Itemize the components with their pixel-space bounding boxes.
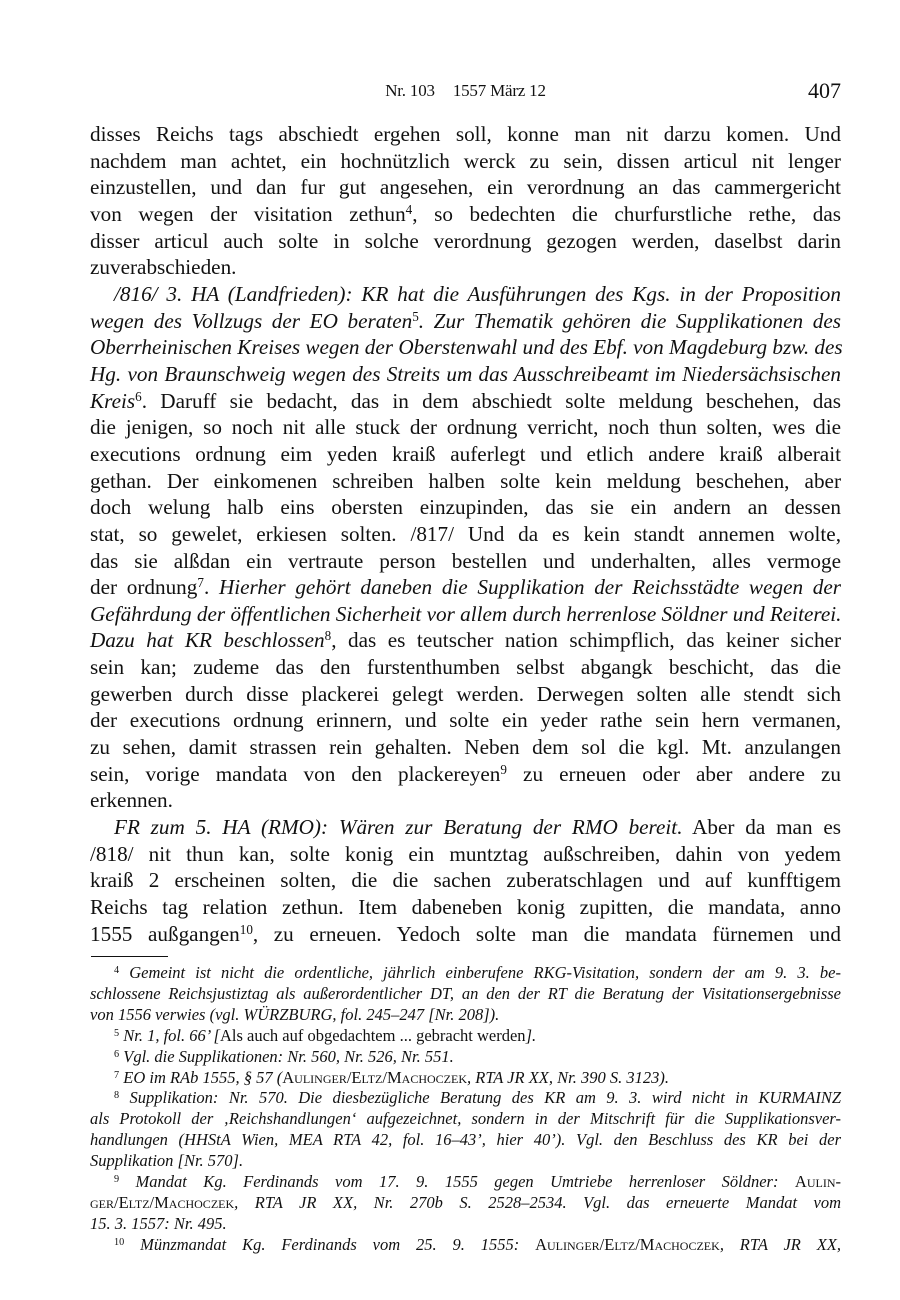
text-line: wegen des Vollzugs der EO beraten$^5$. Zur Thematik gehören die Supplikationen des [90,308,841,333]
footnote-8: $^8$ Supplikation: Nr. 570. Die diesbezügliche Beratung des KR am 9. 3. wird nicht in KURMAINZ als Protokoll der ‚Reichshandlungen‘ aufgezeichnet, sondern in der Mitschrift für die Supplikationsver- handlungen (HHStA Wien, MEA RTA 42, fol. 16–43’, hier 40’). Vgl. den Beschluss des KR bei der Supplikation [Nr. 570]. [90,1088,842,1171]
text-line: zu sehen, damit strassen rein gehalten. Neben dem sol die kgl. Mt. anzulangen [90,735,841,760]
text-line: /818/ nit thun kan, solte konig ein muntztag außschreiben, dahin von yedem [90,841,841,866]
text-line: FR zum 5. HA (RMO): Wären zur Beratung der RMO bereit. Aber da man es [114,815,841,840]
footnote-ref-6[interactable]: 6 [135,388,142,404]
footnote-5: $^5$ Nr. 1, fol. 66’ [Als auch auf obgedachtem ... gebracht werden]. [114,1025,537,1045]
text-line: gewerben durch disse plackerei gelegt werden. Derwegen solten alle stendt sich [90,681,841,706]
footnote-ref-8[interactable]: 8 [324,628,332,644]
text-line: von wegen der visitation zethun$^4$, so bedechten die churfurstliche rethe, das [90,201,841,226]
paragraph-1 [90,121,841,281]
text-line: sein, vorige mandata von den plackereyen$^9$ zu erneuen oder aber andere zu [90,761,842,786]
text-line: zuverabschieden. [90,255,237,280]
footnote-ref-5[interactable]: 5 [412,308,419,324]
paragraph-3 [90,814,841,947]
text-line: Gefährdung der öffentlichen Sicherheit vor allem durch herrenlose Söldner und Reiterei. [90,601,842,626]
text-line: Kreis$^6$. Daruff sie bedacht, das in dem abschiedt solte meldung beschehen, das [90,388,841,413]
text-line: der ordnung$^7$. Hierher gehört daneben die Supplikation der Reichsstädte wegen der [90,574,842,600]
footnote-ref-9[interactable]: 9 [500,761,507,777]
text-line: kraiß 2 erscheinen solten, die die sachen zuberatschlagen und auf kunfftigem [90,868,841,893]
paragraph-2 [90,281,841,814]
text-line: Oberrheinischen Kreises wegen der Oberstenwahl und des Ebf. von Magdeburg bzw. des [90,335,843,360]
text-line: executions ordnung eim yeden kraiß auferlegt und etlich andere kraiß alberait [90,441,841,466]
footnote-7: $^7$ EO im RAb 1555, § 57 (Aulinger/Eltz/Machoczek, RTA JR XX, Nr. 390 S. 3123). [114,1067,669,1087]
text-line: Dazu hat KR beschlossen$^8$, das es teutscher nation schimpflich, das keiner sicher [90,628,842,653]
text-line: gethan. Der einkomenen schreiben halben solte kein meldung beschehen, aber [90,468,841,493]
footnotes [90,963,841,1256]
footnote-separator [91,956,168,957]
footnote-ref-7[interactable]: 7 [197,574,204,590]
text-line: stat, so gewelet, erkiesen solten. /817/ Und da es kein standt annemen wolte, [90,521,841,546]
running-head-title [90,81,841,101]
text-line: Hg. von Braunschweig wegen des Streits um das Ausschreibeamt im Niedersächsischen [90,361,841,386]
text-line: Reichs tag relation zethun. Item dabeneben konig zupitten, die mandata, anno [90,895,841,920]
document-date: 1557 März 12 [452,81,546,100]
text-line: einzustellen, und dan fur gut angesehen, ein verordnung an das cammergericht [90,175,841,200]
footnote-6: $^6$ Vgl. die Supplikationen: Nr. 560, Nr. 526, Nr. 551. [114,1046,454,1066]
text-line: das sie alßdan ein vertraute person bestellen und underhalten, alles vermoge [90,548,841,573]
text-line: doch welung halb eins obersten einzupinden, das sie ein andern an dessen [90,495,841,520]
document-number: Nr. 103 [385,81,435,100]
text-line: nachdem man achtet, ein hochnützlich werck zu sein, dissen articul nit lenger [90,148,841,173]
main-text [90,121,841,947]
footnote-ref-4[interactable]: 4 [405,201,413,217]
running-head [90,78,841,106]
text-line: disses Reichs tags abschiedt ergehen soll, konne man nit darzu komen. Und [90,122,841,146]
footnote-10: $^{10}$ Münzmandat Kg. Ferdinands vom 25. 9. 1555: Aulinger/Eltz/Machoczek, RTA JR XX, [114,1234,842,1254]
footnote-4: $^4$ Gemeint ist nicht die ordentliche, jährlich einberufene RKG-Visitation, sondern der am 9. 3. be- schlossene Reichsjustiztag als außerordentlicher DT, an den der RT die Beratung der Visitationsergebnisse von 1556 verwies (vgl. WÜRZBURG, fol. 245–247 [Nr. 208]). [90,963,841,1024]
text-line: der executions ordnung erinnern, und solte ein yeder rathe sein hern vermanen, [90,708,841,733]
text-line: die jenigen, so noch nit alle stuck der ordnung verricht, noch thun solten, wes die [90,415,841,440]
text-line: erkennen. [90,788,173,813]
text-line: /816/ 3. HA (Landfrieden): KR hat die Ausführungen des Kgs. in der Proposition [114,281,841,306]
text-line: disser articul auch solte in solche verordnung gezogen werden, daselbst darin [90,228,841,253]
page-number: 407 [808,78,841,103]
text-line: 1555 außgangen$^{10}$, zu erneuen. Yedoch solte man die mandata fürnemen und [90,921,841,946]
footnote-9: $^9$ Mandat Kg. Ferdinands vom 17. 9. 1555 gegen Umtriebe herrenloser Söldner: Aulin- ger/Eltz/Machoczek, RTA JR XX, Nr. 270b S. 2528–2534. Vgl. das erneuerte Mandat vom 15. 3. 1557: Nr. 495. [90,1172,841,1233]
text-line: sein kan; zudeme das den furstenthumben selbst abgangk beschicht, das die [90,655,841,680]
footnote-ref-10[interactable]: 10 [239,921,253,937]
